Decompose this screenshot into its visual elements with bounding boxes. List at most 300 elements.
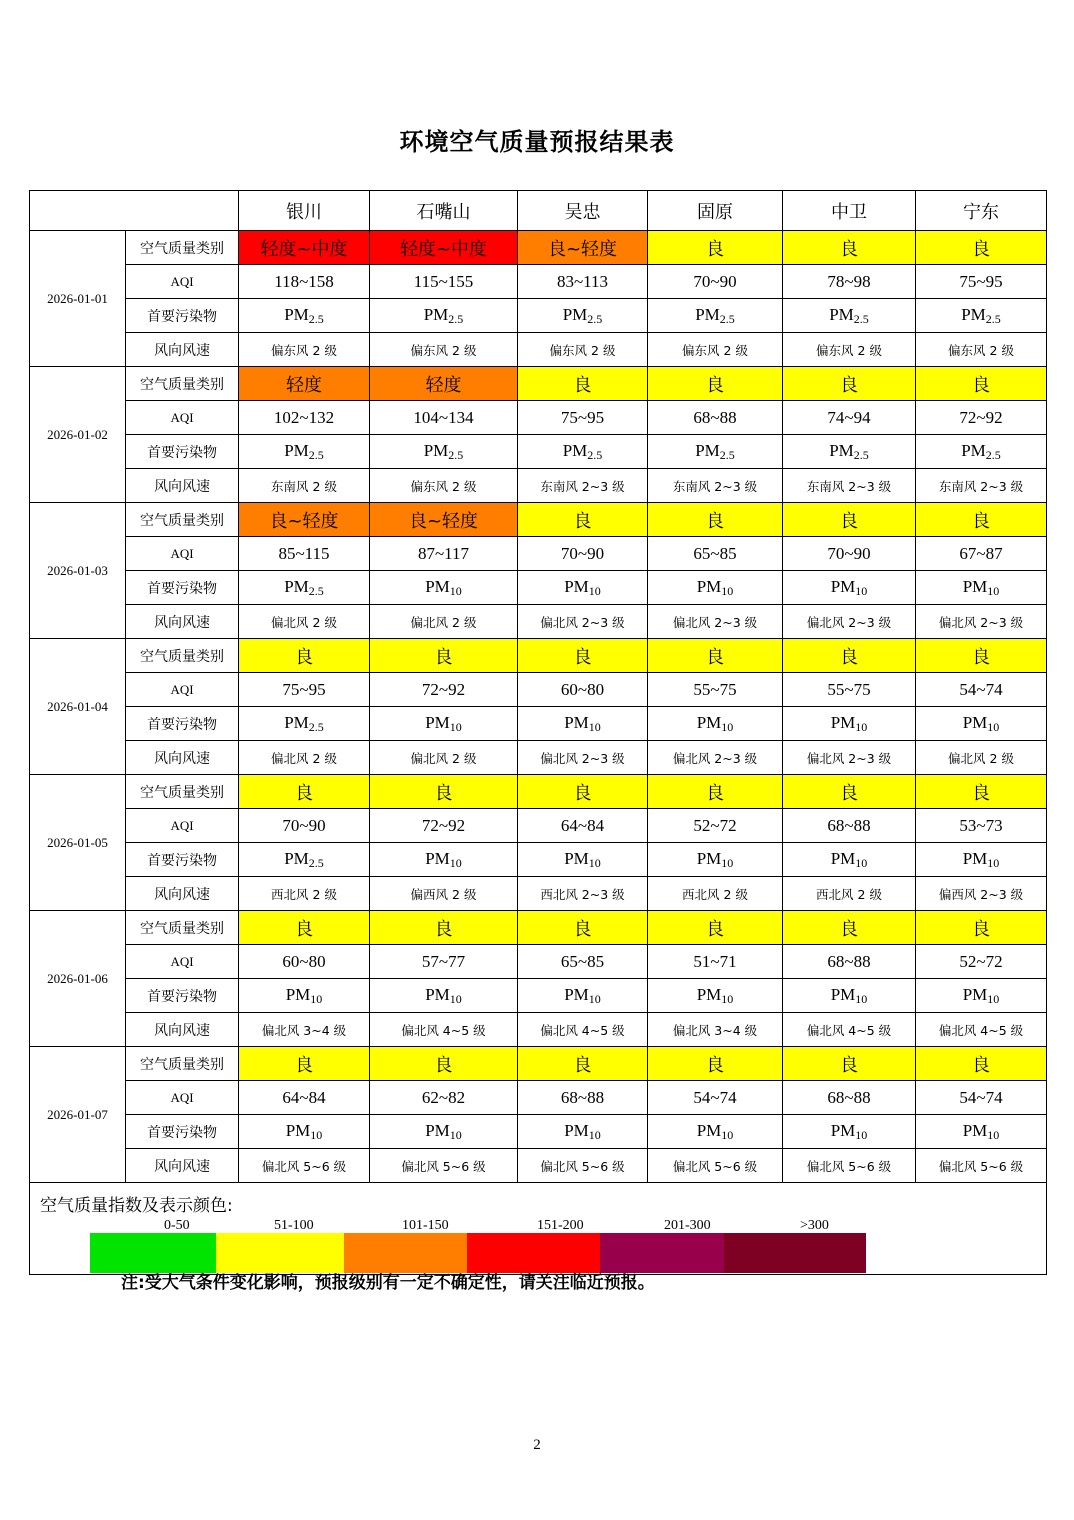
pollutant-prefix: PM — [829, 440, 854, 460]
primary-pollutant — [648, 299, 783, 333]
aqi-value: 54~74 — [916, 1081, 1047, 1115]
table-row — [30, 503, 1047, 537]
aqi-value: 72~92 — [916, 401, 1047, 435]
wind-info: 偏东风 2 级 — [648, 333, 783, 367]
row-label: 首要污染物 — [126, 979, 239, 1013]
table-row — [30, 469, 1047, 503]
table-row — [30, 775, 1047, 809]
table-row — [30, 639, 1047, 673]
pollutant-subscript: 2.5 — [448, 311, 464, 326]
wind-info: 偏东风 2 级 — [239, 333, 370, 367]
wind-info: 偏东风 2 级 — [370, 333, 518, 367]
pollutant-subscript: 10 — [721, 855, 734, 870]
air-quality-category: 良 — [518, 639, 648, 673]
pollutant-prefix: PM — [284, 576, 309, 596]
pollutant-prefix: PM — [564, 984, 589, 1004]
aqi-value: 57~77 — [370, 945, 518, 979]
air-quality-category: 轻度 — [239, 367, 370, 401]
row-label: 风向风速 — [126, 1149, 239, 1183]
wind-info: 偏北风 2 级 — [239, 741, 370, 775]
forecast-table-body — [30, 191, 1047, 1183]
wind-info: 西北风 2 级 — [239, 877, 370, 911]
row-label: 首要污染物 — [126, 571, 239, 605]
legend-cell — [30, 1183, 1047, 1275]
aqi-value: 62~82 — [370, 1081, 518, 1115]
row-label: 空气质量类别 — [126, 1047, 239, 1081]
primary-pollutant — [370, 571, 518, 605]
table-row — [30, 877, 1047, 911]
pollutant-subscript: 10 — [987, 719, 1000, 734]
primary-pollutant — [518, 1115, 648, 1149]
forecast-date: 2026-01-07 — [30, 1047, 126, 1183]
pollutant-subscript: 2.5 — [587, 311, 603, 326]
primary-pollutant — [783, 707, 916, 741]
row-label: 风向风速 — [126, 333, 239, 367]
pollutant-subscript: 10 — [987, 855, 1000, 870]
forecast-date: 2026-01-03 — [30, 503, 126, 639]
aqi-value: 72~92 — [370, 673, 518, 707]
air-quality-category: 良 — [518, 911, 648, 945]
pollutant-subscript: 10 — [987, 1127, 1000, 1142]
aqi-value: 52~72 — [916, 945, 1047, 979]
pollutant-subscript: 10 — [855, 1127, 868, 1142]
wind-info: 偏北风 2~3 级 — [518, 605, 648, 639]
aqi-value: 60~80 — [239, 945, 370, 979]
primary-pollutant — [916, 707, 1047, 741]
row-label: AQI — [126, 809, 239, 843]
wind-info: 偏北风 5~6 级 — [916, 1149, 1047, 1183]
primary-pollutant — [916, 435, 1047, 469]
aqi-value: 68~88 — [783, 945, 916, 979]
wind-info: 偏北风 4~5 级 — [783, 1013, 916, 1047]
wind-info: 西北风 2 级 — [783, 877, 916, 911]
row-label: 空气质量类别 — [126, 367, 239, 401]
air-quality-category: 良 — [783, 775, 916, 809]
pollutant-prefix: PM — [830, 984, 856, 1004]
row-label: 首要污染物 — [126, 299, 239, 333]
primary-pollutant — [518, 979, 648, 1013]
table-row — [30, 231, 1047, 265]
primary-pollutant — [239, 707, 370, 741]
wind-info: 偏北风 2~3 级 — [648, 741, 783, 775]
row-label: AQI — [126, 673, 239, 707]
aqi-value: 87~117 — [370, 537, 518, 571]
pollutant-prefix: PM — [425, 712, 450, 732]
primary-pollutant — [370, 299, 518, 333]
table-row — [30, 605, 1047, 639]
pollutant-prefix: PM — [285, 1120, 311, 1140]
row-label: 首要污染物 — [126, 707, 239, 741]
table-row — [30, 1013, 1047, 1047]
pollutant-subscript: 10 — [449, 719, 462, 734]
air-quality-category: 良 — [370, 911, 518, 945]
pollutant-subscript: 10 — [987, 991, 1000, 1006]
aqi-value: 53~73 — [916, 809, 1047, 843]
pollutant-prefix: PM — [830, 712, 856, 732]
air-quality-category: 良 — [783, 231, 916, 265]
table-row — [30, 911, 1047, 945]
pollutant-prefix: PM — [564, 1120, 589, 1140]
pollutant-subscript: 10 — [588, 991, 601, 1006]
air-quality-category: 轻度~中度 — [239, 231, 370, 265]
aqi-value: 68~88 — [783, 1081, 916, 1115]
city-header: 固原 — [648, 191, 783, 231]
primary-pollutant — [783, 979, 916, 1013]
wind-info: 偏东风 2 级 — [783, 333, 916, 367]
city-header: 宁东 — [916, 191, 1047, 231]
air-quality-category: 良 — [916, 1047, 1047, 1081]
pollutant-subscript: 10 — [855, 719, 868, 734]
primary-pollutant — [648, 1115, 783, 1149]
air-quality-category: 良 — [648, 639, 783, 673]
aqi-value: 68~88 — [648, 401, 783, 435]
table-row — [30, 809, 1047, 843]
pollutant-subscript: 2.5 — [308, 311, 324, 326]
table-row — [30, 1047, 1047, 1081]
primary-pollutant — [239, 843, 370, 877]
aqi-value: 85~115 — [239, 537, 370, 571]
aqi-value: 83~113 — [518, 265, 648, 299]
air-quality-category: 良 — [518, 367, 648, 401]
primary-pollutant — [783, 299, 916, 333]
primary-pollutant — [916, 571, 1047, 605]
primary-pollutant — [518, 843, 648, 877]
wind-info: 偏北风 5~6 级 — [239, 1149, 370, 1183]
air-quality-category: 良 — [783, 911, 916, 945]
row-label: AQI — [126, 537, 239, 571]
wind-info: 偏北风 4~5 级 — [370, 1013, 518, 1047]
pollutant-prefix: PM — [425, 984, 450, 1004]
primary-pollutant — [648, 979, 783, 1013]
aqi-value: 70~90 — [239, 809, 370, 843]
air-quality-category: 良 — [239, 911, 370, 945]
air-quality-category: 良 — [916, 503, 1047, 537]
air-quality-category: 良~轻度 — [370, 503, 518, 537]
aqi-value: 70~90 — [648, 265, 783, 299]
pollutant-prefix: PM — [695, 440, 720, 460]
pollutant-subscript: 2.5 — [985, 447, 1001, 462]
air-quality-category: 良 — [783, 367, 916, 401]
pollutant-prefix: PM — [696, 1120, 722, 1140]
pollutant-prefix: PM — [423, 304, 449, 324]
city-header-row — [30, 191, 1047, 231]
air-quality-category: 良 — [916, 231, 1047, 265]
pollutant-prefix: PM — [425, 576, 450, 596]
air-quality-category: 良 — [916, 639, 1047, 673]
aqi-value: 55~75 — [783, 673, 916, 707]
row-label: 首要污染物 — [126, 1115, 239, 1149]
pollutant-prefix: PM — [962, 1120, 988, 1140]
primary-pollutant — [370, 979, 518, 1013]
table-row — [30, 1149, 1047, 1183]
pollutant-subscript: 10 — [588, 719, 601, 734]
pollutant-subscript: 10 — [721, 583, 734, 598]
pollutant-prefix: PM — [562, 304, 588, 324]
pollutant-subscript: 10 — [449, 583, 462, 598]
legend-color-swatch — [467, 1233, 600, 1273]
pollutant-subscript: 10 — [721, 719, 734, 734]
aqi-value: 65~85 — [648, 537, 783, 571]
primary-pollutant — [370, 1115, 518, 1149]
table-row — [30, 537, 1047, 571]
aqi-value: 118~158 — [239, 265, 370, 299]
row-label: 风向风速 — [126, 605, 239, 639]
row-label: AQI — [126, 401, 239, 435]
row-label: 风向风速 — [126, 741, 239, 775]
air-quality-category: 良 — [648, 911, 783, 945]
primary-pollutant — [370, 707, 518, 741]
pollutant-subscript: 10 — [855, 991, 868, 1006]
pollutant-subscript: 10 — [449, 855, 462, 870]
wind-info: 偏北风 2~3 级 — [783, 741, 916, 775]
wind-info: 偏北风 3~4 级 — [648, 1013, 783, 1047]
table-row — [30, 741, 1047, 775]
air-quality-category: 轻度~中度 — [370, 231, 518, 265]
pollutant-subscript: 2.5 — [719, 311, 735, 326]
primary-pollutant — [648, 435, 783, 469]
pollutant-prefix: PM — [696, 712, 722, 732]
aqi-value: 75~95 — [518, 401, 648, 435]
header-corner — [30, 191, 239, 231]
primary-pollutant — [916, 979, 1047, 1013]
legend-title: 空气质量指数及表示颜色: — [40, 1196, 233, 1216]
pollutant-subscript: 10 — [588, 855, 601, 870]
pollutant-prefix: PM — [962, 848, 988, 868]
wind-info: 偏西风 2 级 — [370, 877, 518, 911]
wind-info: 偏东风 2 级 — [518, 333, 648, 367]
primary-pollutant — [239, 1115, 370, 1149]
primary-pollutant — [370, 843, 518, 877]
aqi-value: 75~95 — [916, 265, 1047, 299]
aqi-value: 65~85 — [518, 945, 648, 979]
air-quality-category: 良 — [648, 503, 783, 537]
aqi-value: 67~87 — [916, 537, 1047, 571]
primary-pollutant — [239, 571, 370, 605]
page-title: 环境空气质量预报结果表 — [399, 127, 675, 156]
pollutant-prefix: PM — [830, 576, 856, 596]
aqi-value: 52~72 — [648, 809, 783, 843]
wind-info: 偏北风 2 级 — [370, 605, 518, 639]
aqi-value: 70~90 — [783, 537, 916, 571]
row-label: 首要污染物 — [126, 435, 239, 469]
table-row — [30, 1115, 1047, 1149]
table-row — [30, 401, 1047, 435]
wind-info: 偏北风 2 级 — [370, 741, 518, 775]
primary-pollutant — [783, 1115, 916, 1149]
city-header: 吴忠 — [518, 191, 648, 231]
aqi-value: 60~80 — [518, 673, 648, 707]
legend-color-swatch — [216, 1233, 344, 1273]
air-quality-category: 良 — [370, 639, 518, 673]
pollutant-subscript: 2.5 — [308, 719, 324, 734]
table-row — [30, 945, 1047, 979]
table-row — [30, 265, 1047, 299]
pollutant-subscript: 10 — [588, 583, 601, 598]
pollutant-prefix: PM — [962, 576, 988, 596]
primary-pollutant — [239, 435, 370, 469]
pollutant-subscript: 10 — [721, 1127, 734, 1142]
pollutant-subscript: 10 — [855, 855, 868, 870]
table-row — [30, 979, 1047, 1013]
row-label: 空气质量类别 — [126, 911, 239, 945]
air-quality-category: 良 — [370, 775, 518, 809]
pollutant-prefix: PM — [830, 848, 856, 868]
table-row — [30, 299, 1047, 333]
table-row — [30, 367, 1047, 401]
air-quality-category: 良 — [518, 1047, 648, 1081]
pollutant-subscript: 10 — [449, 991, 462, 1006]
wind-info: 偏北风 5~6 级 — [518, 1149, 648, 1183]
wind-info: 偏北风 2~3 级 — [648, 605, 783, 639]
table-row — [30, 571, 1047, 605]
air-quality-category: 良 — [783, 1047, 916, 1081]
wind-info: 偏北风 2~3 级 — [783, 605, 916, 639]
pollutant-prefix: PM — [962, 984, 988, 1004]
table-row — [30, 843, 1047, 877]
air-quality-category: 良 — [648, 231, 783, 265]
wind-info: 偏东风 2 级 — [916, 333, 1047, 367]
row-label: 首要污染物 — [126, 843, 239, 877]
aqi-value: 54~74 — [916, 673, 1047, 707]
primary-pollutant — [518, 707, 648, 741]
pollutant-prefix: PM — [562, 440, 588, 460]
wind-info: 偏北风 5~6 级 — [648, 1149, 783, 1183]
legend-range-label: 201-300 — [664, 1218, 711, 1233]
row-label: 空气质量类别 — [126, 639, 239, 673]
legend-color-swatch — [90, 1233, 216, 1273]
air-quality-category: 良 — [239, 1047, 370, 1081]
pollutant-prefix: PM — [284, 304, 309, 324]
wind-info: 偏北风 2 级 — [916, 741, 1047, 775]
primary-pollutant — [518, 299, 648, 333]
legend-range-label: >300 — [800, 1218, 829, 1233]
legend-range-label: 101-150 — [402, 1218, 449, 1233]
forecast-note: 注:受大气条件变化影响，预报级别有一定不确定性，请关注临近预报。 — [121, 1273, 655, 1293]
air-quality-category: 良 — [916, 911, 1047, 945]
legend-color-swatch — [600, 1233, 724, 1273]
pollutant-subscript: 10 — [721, 991, 734, 1006]
primary-pollutant — [239, 299, 370, 333]
forecast-table — [29, 190, 1047, 1275]
aqi-value: 102~132 — [239, 401, 370, 435]
aqi-value: 115~155 — [370, 265, 518, 299]
pollutant-subscript: 2.5 — [308, 855, 324, 870]
pollutant-subscript: 2.5 — [308, 447, 324, 462]
forecast-date: 2026-01-04 — [30, 639, 126, 775]
pollutant-subscript: 2.5 — [853, 311, 869, 326]
primary-pollutant — [648, 571, 783, 605]
aqi-value: 74~94 — [783, 401, 916, 435]
primary-pollutant — [916, 1115, 1047, 1149]
primary-pollutant — [518, 571, 648, 605]
pollutant-prefix: PM — [284, 440, 309, 460]
air-quality-category: 良~轻度 — [518, 231, 648, 265]
pollutant-subscript: 10 — [310, 1127, 323, 1142]
aqi-value: 55~75 — [648, 673, 783, 707]
pollutant-prefix: PM — [285, 984, 311, 1004]
page-number: 2 — [533, 1437, 541, 1453]
aqi-value: 78~98 — [783, 265, 916, 299]
pollutant-prefix: PM — [425, 1120, 450, 1140]
wind-info: 东南风 2~3 级 — [648, 469, 783, 503]
row-label: 风向风速 — [126, 1013, 239, 1047]
forecast-date: 2026-01-05 — [30, 775, 126, 911]
air-quality-category: 轻度 — [370, 367, 518, 401]
aqi-value: 64~84 — [518, 809, 648, 843]
row-label: 空气质量类别 — [126, 775, 239, 809]
table-row — [30, 707, 1047, 741]
primary-pollutant — [239, 979, 370, 1013]
wind-info: 东南风 2~3 级 — [916, 469, 1047, 503]
wind-info: 偏北风 4~5 级 — [518, 1013, 648, 1047]
row-label: 风向风速 — [126, 469, 239, 503]
legend-range-label: 0-50 — [164, 1218, 190, 1233]
wind-info: 偏西风 2~3 级 — [916, 877, 1047, 911]
aqi-value: 51~71 — [648, 945, 783, 979]
air-quality-category: 良 — [783, 639, 916, 673]
wind-info: 偏北风 2 级 — [239, 605, 370, 639]
city-header: 石嘴山 — [370, 191, 518, 231]
pollutant-prefix: PM — [830, 1120, 856, 1140]
pollutant-prefix: PM — [961, 440, 986, 460]
wind-info: 东南风 2~3 级 — [783, 469, 916, 503]
pollutant-prefix: PM — [564, 712, 589, 732]
city-header: 中卫 — [783, 191, 916, 231]
wind-info: 西北风 2~3 级 — [518, 877, 648, 911]
wind-info: 西北风 2 级 — [648, 877, 783, 911]
table-row — [30, 333, 1047, 367]
aqi-value: 54~74 — [648, 1081, 783, 1115]
wind-info: 偏北风 5~6 级 — [783, 1149, 916, 1183]
table-row — [30, 1081, 1047, 1115]
aqi-value: 68~88 — [783, 809, 916, 843]
pollutant-subscript: 2.5 — [853, 447, 869, 462]
pollutant-prefix: PM — [564, 848, 589, 868]
air-quality-category: 良 — [916, 367, 1047, 401]
pollutant-prefix: PM — [962, 712, 988, 732]
forecast-date: 2026-01-02 — [30, 367, 126, 503]
air-quality-category: 良 — [916, 775, 1047, 809]
row-label: AQI — [126, 1081, 239, 1115]
wind-info: 偏北风 3~4 级 — [239, 1013, 370, 1047]
pollutant-prefix: PM — [696, 576, 722, 596]
pollutant-subscript: 10 — [310, 991, 323, 1006]
legend-color-swatch — [724, 1233, 866, 1273]
legend-color-swatch — [344, 1233, 467, 1273]
wind-info: 偏北风 2~3 级 — [916, 605, 1047, 639]
pollutant-subscript: 10 — [987, 583, 1000, 598]
primary-pollutant — [648, 707, 783, 741]
air-quality-category: 良~轻度 — [239, 503, 370, 537]
wind-info: 东南风 2 级 — [239, 469, 370, 503]
air-quality-category: 良 — [239, 639, 370, 673]
wind-info: 东南风 2~3 级 — [518, 469, 648, 503]
primary-pollutant — [783, 435, 916, 469]
forecast-date: 2026-01-01 — [30, 231, 126, 367]
pollutant-prefix: PM — [284, 712, 309, 732]
legend-range-label: 51-100 — [274, 1218, 314, 1233]
pollutant-prefix: PM — [696, 848, 722, 868]
pollutant-subscript: 2.5 — [587, 447, 603, 462]
pollutant-subscript: 10 — [449, 1127, 462, 1142]
air-quality-category: 良 — [648, 1047, 783, 1081]
legend-range-label: 151-200 — [537, 1218, 584, 1233]
pollutant-prefix: PM — [564, 576, 589, 596]
air-quality-category: 良 — [239, 775, 370, 809]
pollutant-subscript: 2.5 — [308, 583, 324, 598]
primary-pollutant — [783, 843, 916, 877]
aqi-value: 72~92 — [370, 809, 518, 843]
